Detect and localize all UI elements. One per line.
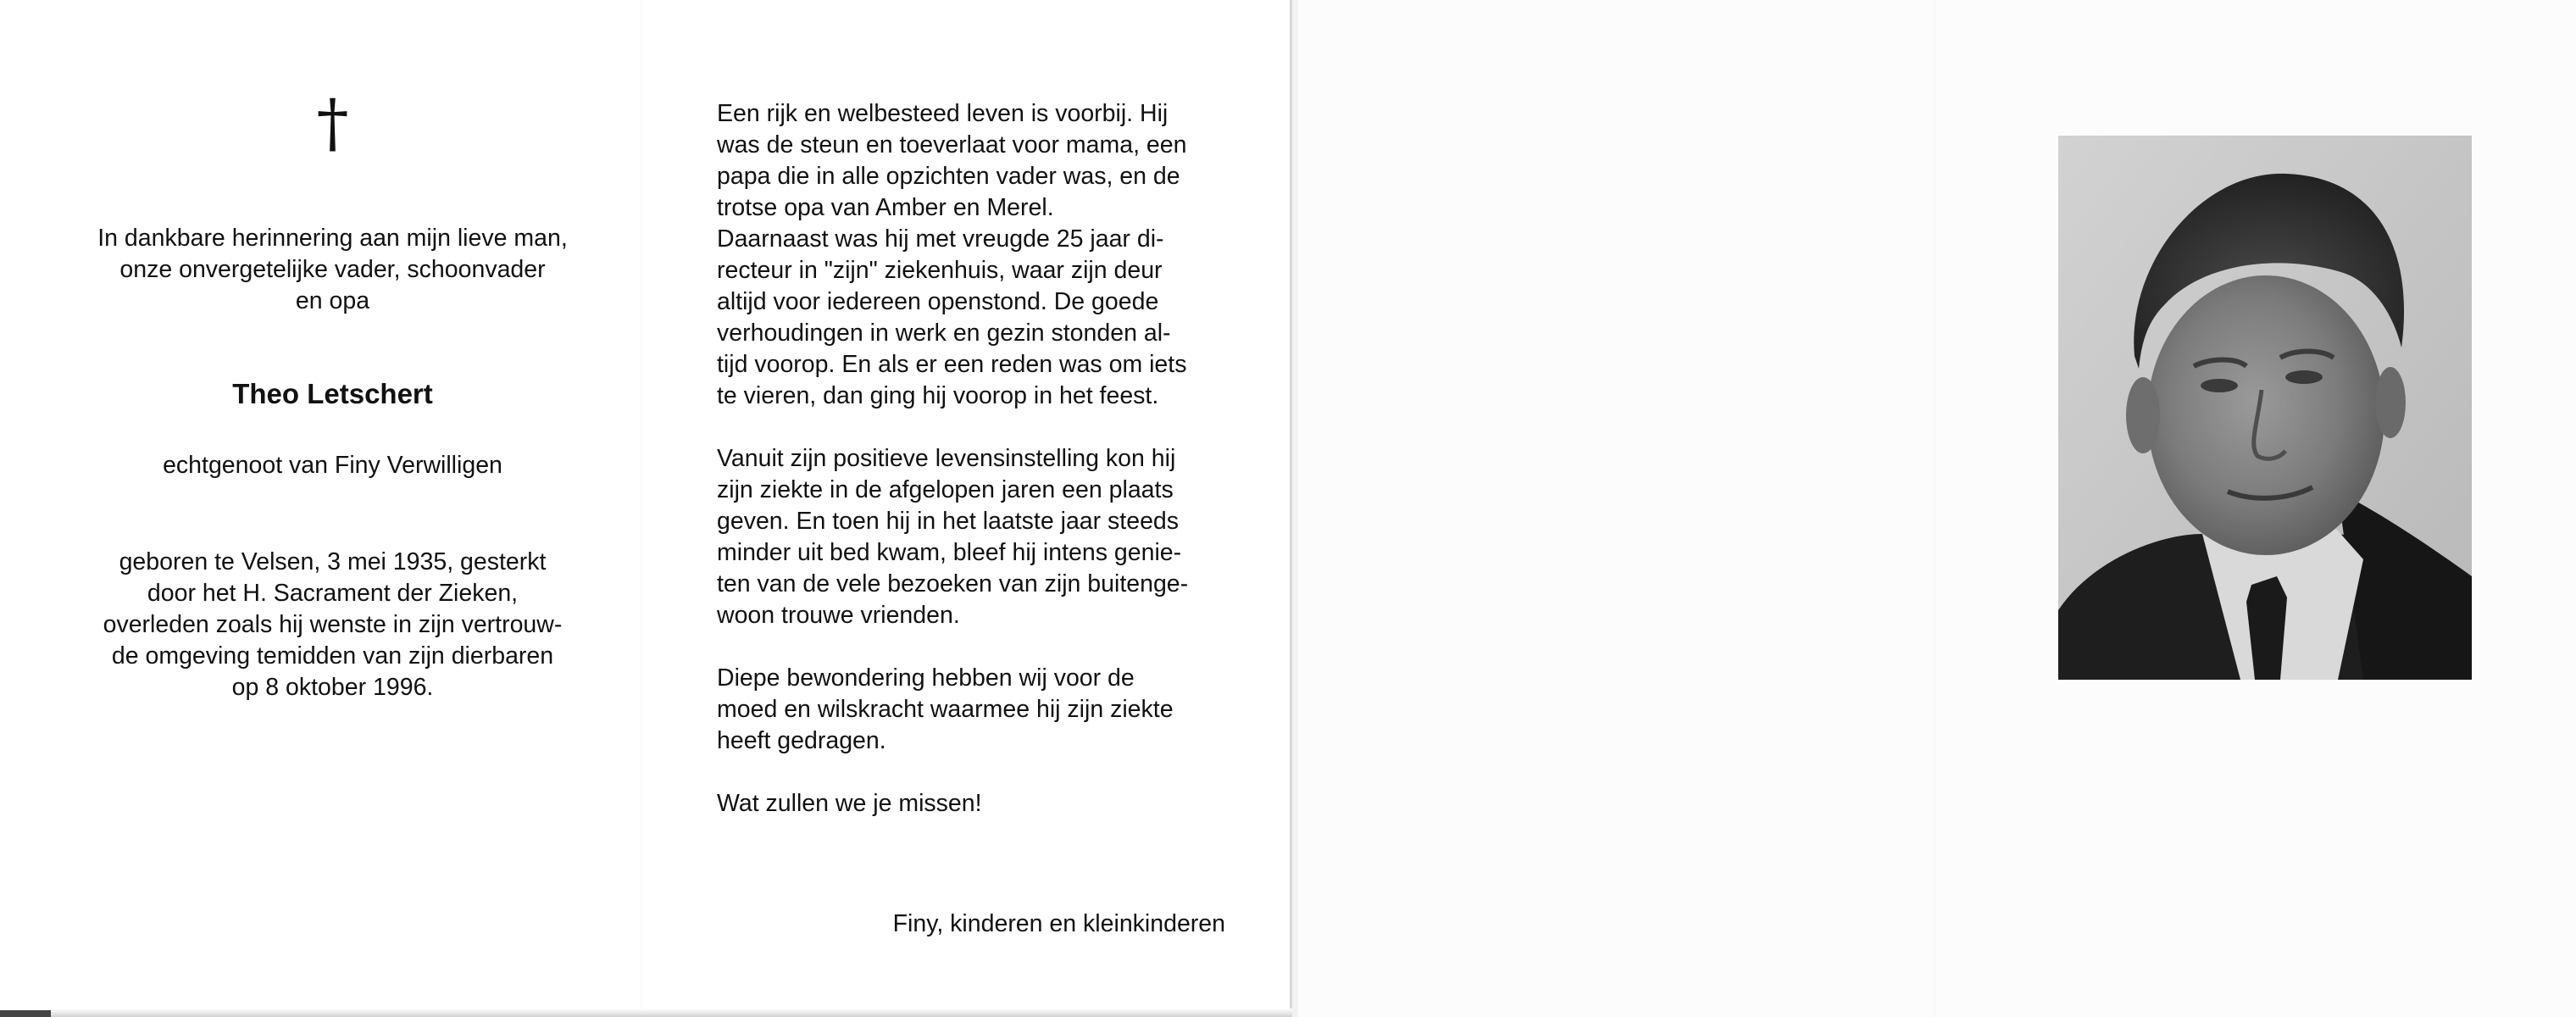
text-line: altijd voor iedereen openstond. De goede bbox=[717, 288, 1159, 315]
card-gap bbox=[1292, 0, 1298, 1017]
portrait-image bbox=[2058, 136, 2472, 680]
bio-text bbox=[59, 547, 606, 703]
memorial-left-panel bbox=[59, 85, 606, 703]
bio-line: geboren te Velsen, 3 mei 1935, gesterkt bbox=[119, 548, 547, 575]
text-line: was de steun en toeverlaat voor mama, een bbox=[717, 131, 1187, 158]
dedication-line: onze onvergetelijke vader, schoonvader bbox=[119, 256, 546, 283]
bio-line: door het H. Sacrament der Zieken, bbox=[147, 580, 519, 607]
bio-line: de omgeving temidden van zijn dierbaren bbox=[111, 642, 554, 670]
paragraph-illness bbox=[717, 443, 1225, 631]
paragraph-career bbox=[717, 224, 1225, 412]
text-line: recteur in "zijn" ziekenhuis, waar zijn deur bbox=[717, 257, 1163, 284]
signature: Finy, kinderen en kleinkinderen bbox=[892, 910, 1225, 937]
text-line: geven. En toen hij in het laatste jaar steeds bbox=[717, 508, 1180, 535]
fold-line-right bbox=[1934, 0, 1935, 1017]
bio-line: op 8 oktober 1996. bbox=[231, 674, 434, 701]
scan-mark bbox=[0, 1010, 51, 1017]
text-line: verhoudingen in werk en gezin stonden al- bbox=[717, 320, 1171, 347]
bio-line: overleden zoals hij wenste in zijn vertrouw- bbox=[103, 611, 563, 638]
text-line: Een rijk en welbesteed leven is voorbij. Hij bbox=[717, 100, 1169, 127]
memorial-text-panel bbox=[717, 98, 1225, 820]
text-line: te vieren, dan ging hij voorop in het feest. bbox=[717, 382, 1159, 409]
paragraph-admiration bbox=[717, 663, 1225, 757]
text-line: tijd voorop. En als er een reden was om iets bbox=[717, 351, 1187, 378]
text-line: papa die in alle opzichten vader was, en de bbox=[717, 163, 1180, 190]
cross-icon: † bbox=[316, 85, 349, 160]
text-line: woon trouwe vrienden. bbox=[717, 602, 960, 629]
text-line: minder uit bed kwam, bleef hij intens genie- bbox=[717, 539, 1182, 566]
spouse-line: echtgenoot van Finy Verwilligen bbox=[163, 452, 502, 479]
text-line: Wat zullen we je missen! bbox=[717, 790, 982, 817]
text-line: Diepe bewondering hebben wij voor de bbox=[717, 664, 1135, 692]
text-line: zijn ziekte in de afgelopen jaren een plaats bbox=[717, 476, 1174, 503]
text-line: Vanuit zijn positieve levensinstelling kon hij bbox=[717, 445, 1176, 472]
card-bottom-edge bbox=[0, 1009, 1292, 1017]
portrait-photo bbox=[2058, 136, 2472, 680]
fold-line bbox=[641, 0, 642, 1017]
text-line: trotse opa van Amber en Merel. bbox=[717, 194, 1054, 221]
dedication-line: In dankbare herinnering aan mijn lieve man, bbox=[97, 225, 568, 252]
dedication-line: en opa bbox=[295, 287, 370, 314]
dedication-text bbox=[59, 223, 606, 317]
text-line: moed en wilskracht waarmee hij zijn ziekte bbox=[717, 696, 1174, 723]
text-line: Daarnaast was hij met vreugde 25 jaar di- bbox=[717, 225, 1164, 253]
text-line: ten van de vele bezoeken van zijn buitenge- bbox=[717, 570, 1189, 597]
paragraph-closing bbox=[717, 788, 1225, 820]
text-line: heeft gedragen. bbox=[717, 727, 886, 754]
deceased-name: Theo Letschert bbox=[232, 378, 433, 409]
paragraph-life bbox=[717, 98, 1225, 224]
